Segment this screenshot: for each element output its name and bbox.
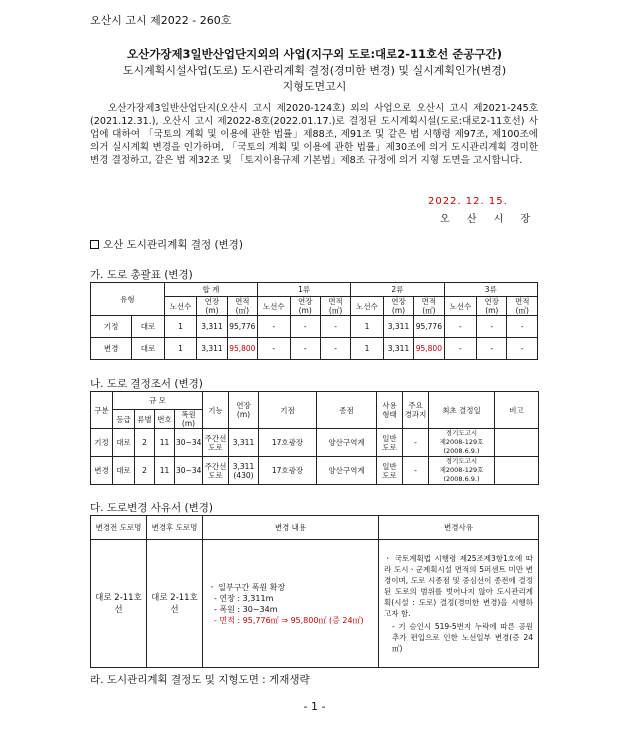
content-head: ㆍ 일부구간 폭원 확장 bbox=[208, 582, 286, 592]
cell-start: 17호광장 bbox=[259, 457, 317, 485]
cell-c3-area: - bbox=[507, 316, 538, 338]
cell-c2-count: 1 bbox=[351, 316, 384, 338]
first-decision-line: (2008.6.9.) bbox=[443, 447, 480, 455]
header-function: 기능 bbox=[203, 392, 229, 429]
cell-end: 양산구역계 bbox=[317, 457, 377, 485]
cell-c3-count: - bbox=[444, 338, 477, 360]
cell-before-name: 대로 2-11호선 bbox=[91, 540, 147, 668]
section-c-title: 다. 도로변경 사유서 (변경) bbox=[90, 502, 213, 514]
cell-note bbox=[495, 429, 539, 457]
first-decision-line: (2008.6.9.) bbox=[443, 475, 480, 483]
header-class3: 3류 bbox=[444, 283, 537, 297]
cell-total-length: 3,311 bbox=[197, 316, 227, 338]
header-count: 노선수 bbox=[258, 297, 291, 316]
notice-number: 오산시 고시 제2022 - 260호 bbox=[90, 14, 232, 27]
cell-division: 변경 bbox=[91, 457, 113, 485]
checkbox-square-icon bbox=[90, 240, 99, 249]
cell-grade: 대로 bbox=[113, 429, 135, 457]
cell-use: 일반 도로 bbox=[377, 429, 403, 457]
length-sub-value: (430) bbox=[233, 470, 254, 480]
cell-kind: 대로 bbox=[132, 338, 165, 360]
header-total: 합 계 bbox=[164, 283, 257, 297]
cell-c2-count: 1 bbox=[351, 338, 384, 360]
cell-c1-count: - bbox=[258, 316, 291, 338]
cell-after-name: 대로 2-11호선 bbox=[147, 540, 203, 668]
header-class: 류별 bbox=[135, 410, 155, 429]
table-row bbox=[91, 540, 539, 668]
length-value: 3,311 bbox=[232, 461, 255, 471]
cell-c1-length: - bbox=[290, 316, 320, 338]
header-area: 면적 (㎡) bbox=[320, 297, 350, 316]
content-width: - 폭원 : 30~34m bbox=[214, 604, 278, 614]
header-number: 번호 bbox=[155, 410, 175, 429]
cell-c3-length: - bbox=[477, 338, 507, 360]
section-main bbox=[90, 237, 243, 252]
notice-date: 2022. 12. 15. bbox=[428, 196, 508, 207]
header-main-route: 주요 경과지 bbox=[403, 392, 429, 429]
header-note: 비고 bbox=[495, 392, 539, 429]
cell-c2-area: 95,776 bbox=[414, 316, 444, 338]
cell-width: 30~34 bbox=[175, 429, 203, 457]
cell-function: 주간선 도로 bbox=[203, 457, 229, 485]
header-reason: 변경사유 bbox=[379, 516, 539, 540]
document-subtitle: 도시계획시설사업(도로) 도시관리계획 결정(경미한 변경) 및 실시계획인가(변경) bbox=[122, 64, 507, 77]
header-area: 면적 (㎡) bbox=[414, 297, 444, 316]
road-summary-table bbox=[90, 282, 538, 360]
header-area: 면적 (㎡) bbox=[227, 297, 257, 316]
cell-c2-area: 95,800 bbox=[414, 338, 444, 360]
cell-width: 30~34 bbox=[175, 457, 203, 485]
section-d-title: 라. 도시관리계획 결정도 및 지형도면 : 게재생략 bbox=[90, 674, 310, 686]
header-before: 변경전 도로명 bbox=[91, 516, 147, 540]
header-length: 연장 (m) bbox=[229, 392, 259, 429]
header-length: 연장 (m) bbox=[290, 297, 320, 316]
first-decision-line: 제2008-129호 bbox=[439, 466, 484, 474]
table-row bbox=[91, 338, 538, 360]
header-length: 연장 (m) bbox=[383, 297, 413, 316]
cell-function: 주간선 도로 bbox=[203, 429, 229, 457]
cell-main-route: - bbox=[403, 429, 429, 457]
cell-content bbox=[203, 540, 379, 668]
first-decision-line: 경기도고시 bbox=[445, 457, 478, 465]
road-change-reason-table bbox=[90, 515, 539, 668]
cell-class: 2 bbox=[135, 429, 155, 457]
reason-main: ㆍ 국토계획법 시행령 제25조제3항1호에 따라 도시ㆍ군계획시설 면적의 5퍼센트 미만 변경이며, 도로 시종점 및 중심선이 종전에 결정된 도로의 범위를 벗어나지 않아 도시관리계획(시설 : 도로) 결정(경미한 변경)을 시행하고자 함. bbox=[384, 554, 533, 618]
cell-c1-area: - bbox=[320, 316, 350, 338]
header-grade: 등급 bbox=[113, 410, 135, 429]
cell-start: 17호광장 bbox=[259, 429, 317, 457]
cell-c3-length: - bbox=[477, 316, 507, 338]
table-row bbox=[91, 429, 539, 457]
page-number: - 1 - bbox=[303, 700, 326, 713]
section-main-label: 오산 도시관리계획 결정 (변경) bbox=[103, 239, 243, 251]
first-decision-line: 경기도고시 bbox=[445, 429, 478, 437]
header-class1: 1류 bbox=[258, 283, 351, 297]
cell-c3-area: - bbox=[507, 338, 538, 360]
road-decision-table bbox=[90, 391, 539, 485]
cell-first-decision bbox=[429, 457, 495, 485]
cell-total-count: 1 bbox=[164, 316, 197, 338]
table-row bbox=[91, 316, 538, 338]
cell-number: 11 bbox=[155, 457, 175, 485]
header-scale: 규 모 bbox=[113, 392, 203, 410]
header-end: 종점 bbox=[317, 392, 377, 429]
cell-length bbox=[229, 429, 259, 457]
cell-c1-area: - bbox=[320, 338, 350, 360]
cell-use: 일반 도로 bbox=[377, 457, 403, 485]
document-subtitle-2: 지형도면고시 bbox=[282, 80, 347, 93]
cell-note bbox=[495, 457, 539, 485]
header-area: 면적 (㎡) bbox=[507, 297, 538, 316]
cell-c1-count: - bbox=[258, 338, 291, 360]
cell-total-length: 3,311 bbox=[197, 338, 227, 360]
section-b-title: 나. 도로 결정조서 (변경) bbox=[90, 378, 203, 390]
reason-detail: - 기 승인시 519-5번지 누락에 따른 공원 추가 편입으로 인한 노선일부 변경(증 24㎡) bbox=[392, 622, 533, 653]
header-type: 유형 bbox=[91, 283, 165, 316]
length-value: 3,311 bbox=[232, 438, 255, 447]
header-width: 폭원 (m) bbox=[175, 410, 203, 429]
header-division: 구분 bbox=[91, 392, 113, 429]
content-length: - 연장 : 3,311m bbox=[214, 593, 274, 603]
cell-total-count: 1 bbox=[164, 338, 197, 360]
cell-length bbox=[229, 457, 259, 485]
cell-number: 11 bbox=[155, 429, 175, 457]
cell-status: 기정 bbox=[91, 316, 132, 338]
cell-c3-count: - bbox=[444, 316, 477, 338]
cell-total-area: 95,776 bbox=[227, 316, 257, 338]
header-count: 노선수 bbox=[444, 297, 477, 316]
cell-class: 2 bbox=[135, 457, 155, 485]
cell-c2-length: 3,311 bbox=[383, 338, 413, 360]
header-length: 연장 (m) bbox=[477, 297, 507, 316]
first-decision-line: 제2008-129호 bbox=[439, 438, 484, 446]
cell-division: 기정 bbox=[91, 429, 113, 457]
cell-c2-length: 3,311 bbox=[383, 316, 413, 338]
header-use: 사용 형태 bbox=[377, 392, 403, 429]
cell-grade: 대로 bbox=[113, 457, 135, 485]
issuer: 오 산 시 장 bbox=[440, 214, 538, 225]
cell-main-route: - bbox=[403, 457, 429, 485]
header-content: 변경 내용 bbox=[203, 516, 379, 540]
header-count: 노선수 bbox=[164, 297, 197, 316]
header-length: 연장 (m) bbox=[197, 297, 227, 316]
table-row bbox=[91, 457, 539, 485]
header-class2: 2류 bbox=[351, 283, 444, 297]
section-a-title: 가. 도로 총괄표 (변경) bbox=[90, 269, 193, 281]
body-paragraph: 오산가장제3일반산업단지(오산시 고시 제2020-124호) 외의 사업으로 오산시 고시 제2021-245호(2021.12.31.), 오산시 고시 제2022-8호(2022.01.17.)로 결정된 도시계획시설(도로:대로2-11호선) 사업에 대하여 「국토의 계획 및 이용에 관한 법률」제88조, 제91조 및 같은 법 시행령 제97조, 제100조에 의거 실시계획 변경을 인가하며, 「국토의 계획 및 이용에 관한 법률」제30조에 의거 도시관리계획 경미한 변경 결정하고, 같은 법 제32조 및 「토지이용규제 기본법」제8조 규정에 의거 지형 도면을 고시합니다. bbox=[90, 103, 538, 166]
header-count: 노선수 bbox=[351, 297, 384, 316]
header-start: 기점 bbox=[259, 392, 317, 429]
cell-reason bbox=[379, 540, 539, 668]
cell-total-area: 95,800 bbox=[227, 338, 257, 360]
content-area: - 면적 : 95,776㎡ ⇒ 95,800㎡ (증 24㎡) bbox=[214, 615, 364, 625]
cell-end: 양산구역계 bbox=[317, 429, 377, 457]
cell-status: 변경 bbox=[91, 338, 132, 360]
cell-kind: 대로 bbox=[132, 316, 165, 338]
document-title: 오산가장제3일반산업단지외의 사업(지구외 도로:대로2-11호선 준공구간) bbox=[127, 47, 502, 61]
cell-c1-length: - bbox=[290, 338, 320, 360]
header-after: 변경후 도로명 bbox=[147, 516, 203, 540]
header-first-decision: 최초 결정일 bbox=[429, 392, 495, 429]
cell-first-decision bbox=[429, 429, 495, 457]
